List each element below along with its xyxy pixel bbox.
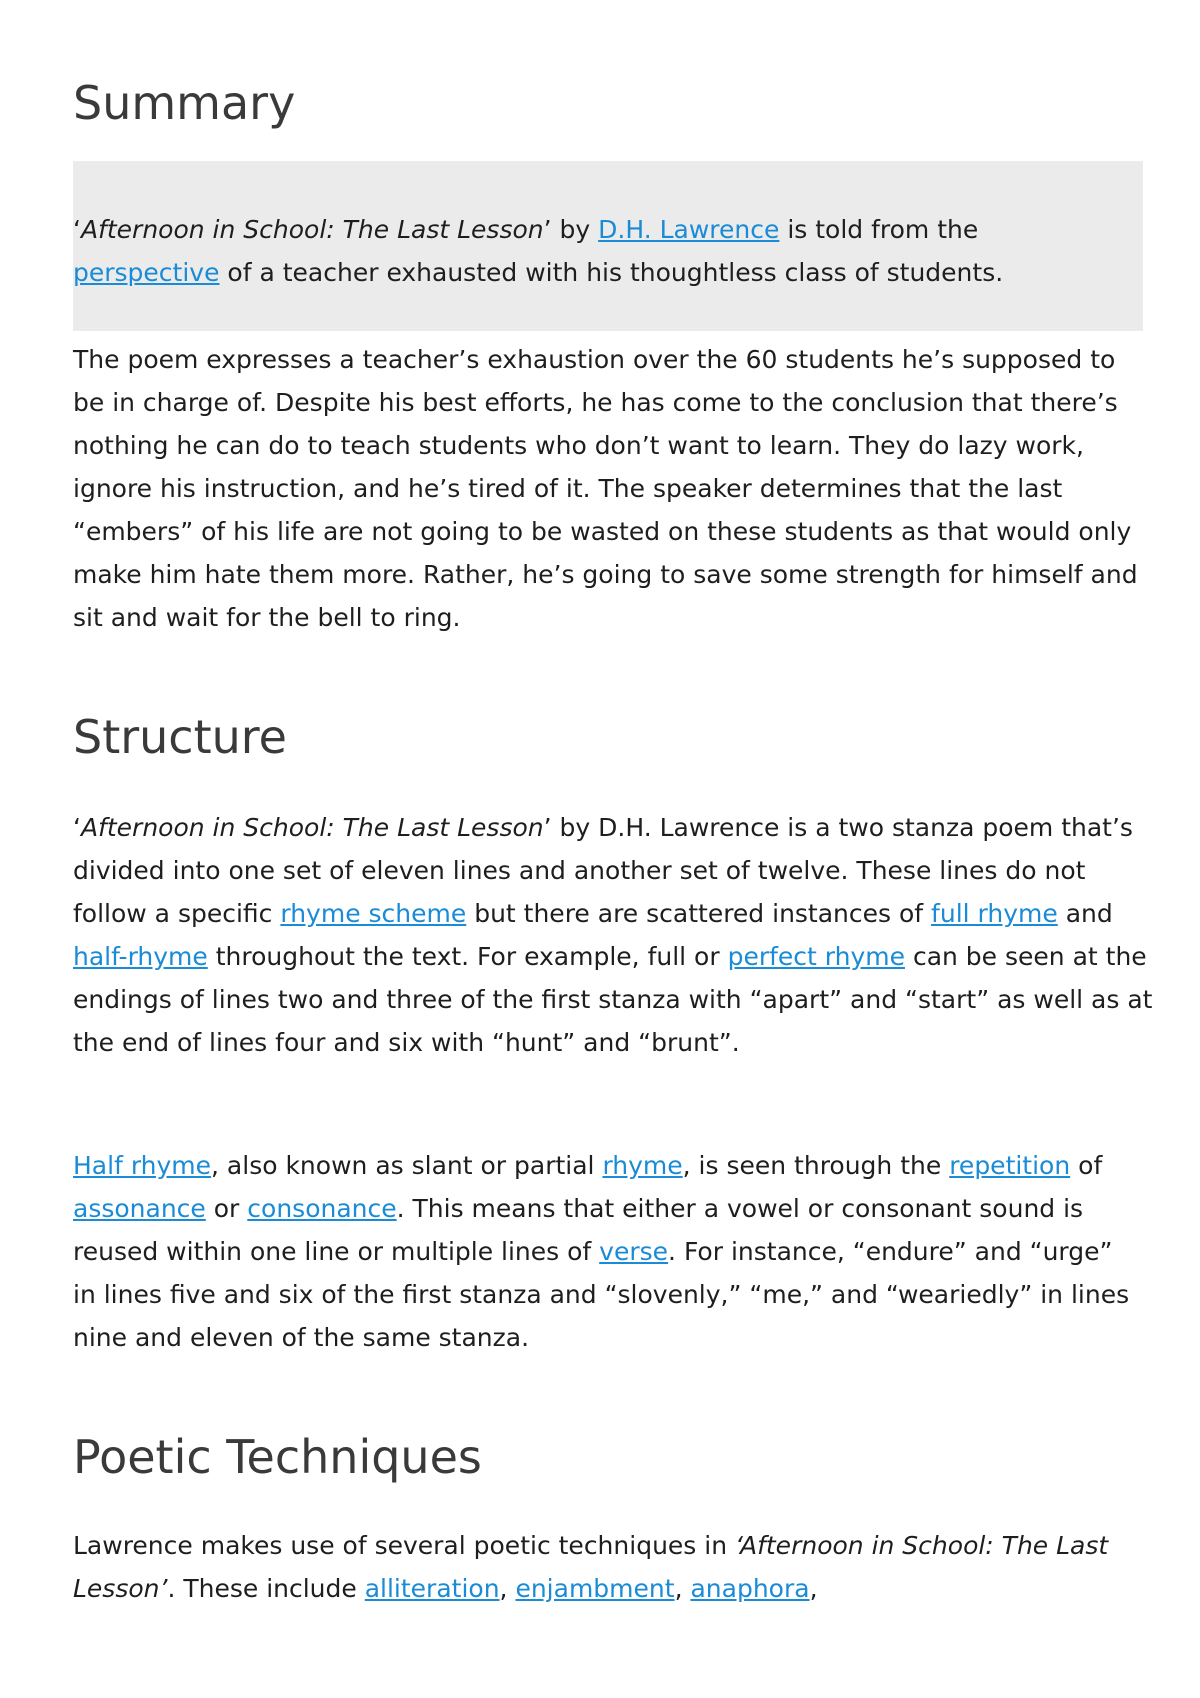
link-perfect-rhyme[interactable]: perfect rhyme — [727, 942, 905, 971]
structure-paragraph-1 — [73, 806, 1153, 1064]
struct-text-4: throughout the text. For example, full or — [207, 942, 728, 971]
link-anaphora[interactable]: anaphora — [690, 1574, 810, 1603]
intro-text-1: by — [551, 215, 599, 244]
struct2-text-4: or — [205, 1194, 248, 1223]
struct-text-5: can be seen at the endings of lines two and three of the first stanza with “apart” and “start” as well as at the end of lines four and six with “hunt” and “brunt”. — [73, 942, 1153, 1057]
link-consonance[interactable]: consonance — [247, 1194, 397, 1223]
link-rhyme-scheme[interactable]: rhyme scheme — [280, 899, 467, 928]
struct2-text-5: . This means that either a vowel or consonant sound is reused within one line or multiple lines of — [73, 1194, 1084, 1266]
poem-title: Afternoon in School: The Last Lesson — [80, 215, 544, 244]
tech-sep-3: , — [809, 1574, 818, 1603]
intro-close-quote: ’ — [543, 215, 552, 244]
struct-text-1: by D.H. Lawrence is a two stanza poem that’s divided into one set of eleven lines and another set of twelve. These lines do not follow a specific — [73, 813, 1133, 928]
intro-paragraph — [73, 208, 1083, 294]
struct2-text-6: . For instance, “endure” and “urge” in lines five and six of the first stanza and “slovenly,” “me,” and “weariedly” in lines nine and eleven of the same stanza. — [73, 1237, 1130, 1352]
struct-text-2: but there are scattered instances of — [466, 899, 932, 928]
tech-text-1: Lawrence makes use of several poetic techniques in — [73, 1531, 735, 1560]
struct-close-quote: ’ — [543, 813, 552, 842]
poem-title: Afternoon in School: The Last Lesson — [80, 813, 544, 842]
tech-sep-1: , — [499, 1574, 516, 1603]
link-enjambment[interactable]: enjambment — [515, 1574, 675, 1603]
poem-title: ‘Afternoon in School: The Last Lesson’ — [73, 1531, 1109, 1603]
link-assonance[interactable]: assonance — [73, 1194, 206, 1223]
heading-summary: Summary — [73, 76, 296, 130]
techniques-paragraph — [73, 1524, 1143, 1610]
link-half-rhyme[interactable]: half-rhyme — [73, 942, 208, 971]
link-author[interactable]: D.H. Lawrence — [598, 215, 780, 244]
link-half-rhyme-2[interactable]: Half rhyme — [73, 1151, 212, 1180]
link-full-rhyme[interactable]: full rhyme — [931, 899, 1058, 928]
struct-text-3: and — [1057, 899, 1113, 928]
struct2-text-1: , also known as slant or partial — [211, 1151, 603, 1180]
intro-text-3: of a teacher exhausted with his thoughtless class of students. — [219, 258, 1004, 287]
structure-paragraph-2 — [73, 1144, 1143, 1359]
struct2-text-2: , is seen through the — [682, 1151, 950, 1180]
link-alliteration[interactable]: alliteration — [364, 1574, 500, 1603]
struct-open-quote: ‘ — [73, 813, 81, 842]
link-repetition[interactable]: repetition — [949, 1151, 1071, 1180]
link-verse[interactable]: verse — [599, 1237, 669, 1266]
intro-text-2: is told from the — [779, 215, 979, 244]
tech-text-2: . These include — [167, 1574, 365, 1603]
heading-structure: Structure — [73, 710, 287, 764]
link-perspective[interactable]: perspective — [73, 258, 220, 287]
summary-paragraph: The poem expresses a teacher’s exhaustion over the 60 students he’s supposed to be in charge of. Despite his best efforts, he has come to the conclusion that there’s nothing he can do to teach students who don’t want to learn. They do lazy work, ignore his instruction, and he’s tired of it. The speaker determines that the last “embers” of his life are not going to be wasted on these students as that would only make him hate them more. Rather, he’s going to save some strength for himself and sit and wait for the bell to ring. — [73, 345, 1138, 632]
tech-sep-2: , — [674, 1574, 691, 1603]
heading-poetic-techniques: Poetic Techniques — [73, 1430, 482, 1484]
intro-open-quote: ‘ — [73, 215, 81, 244]
link-rhyme[interactable]: rhyme — [602, 1151, 683, 1180]
struct2-text-3: of — [1070, 1151, 1103, 1180]
